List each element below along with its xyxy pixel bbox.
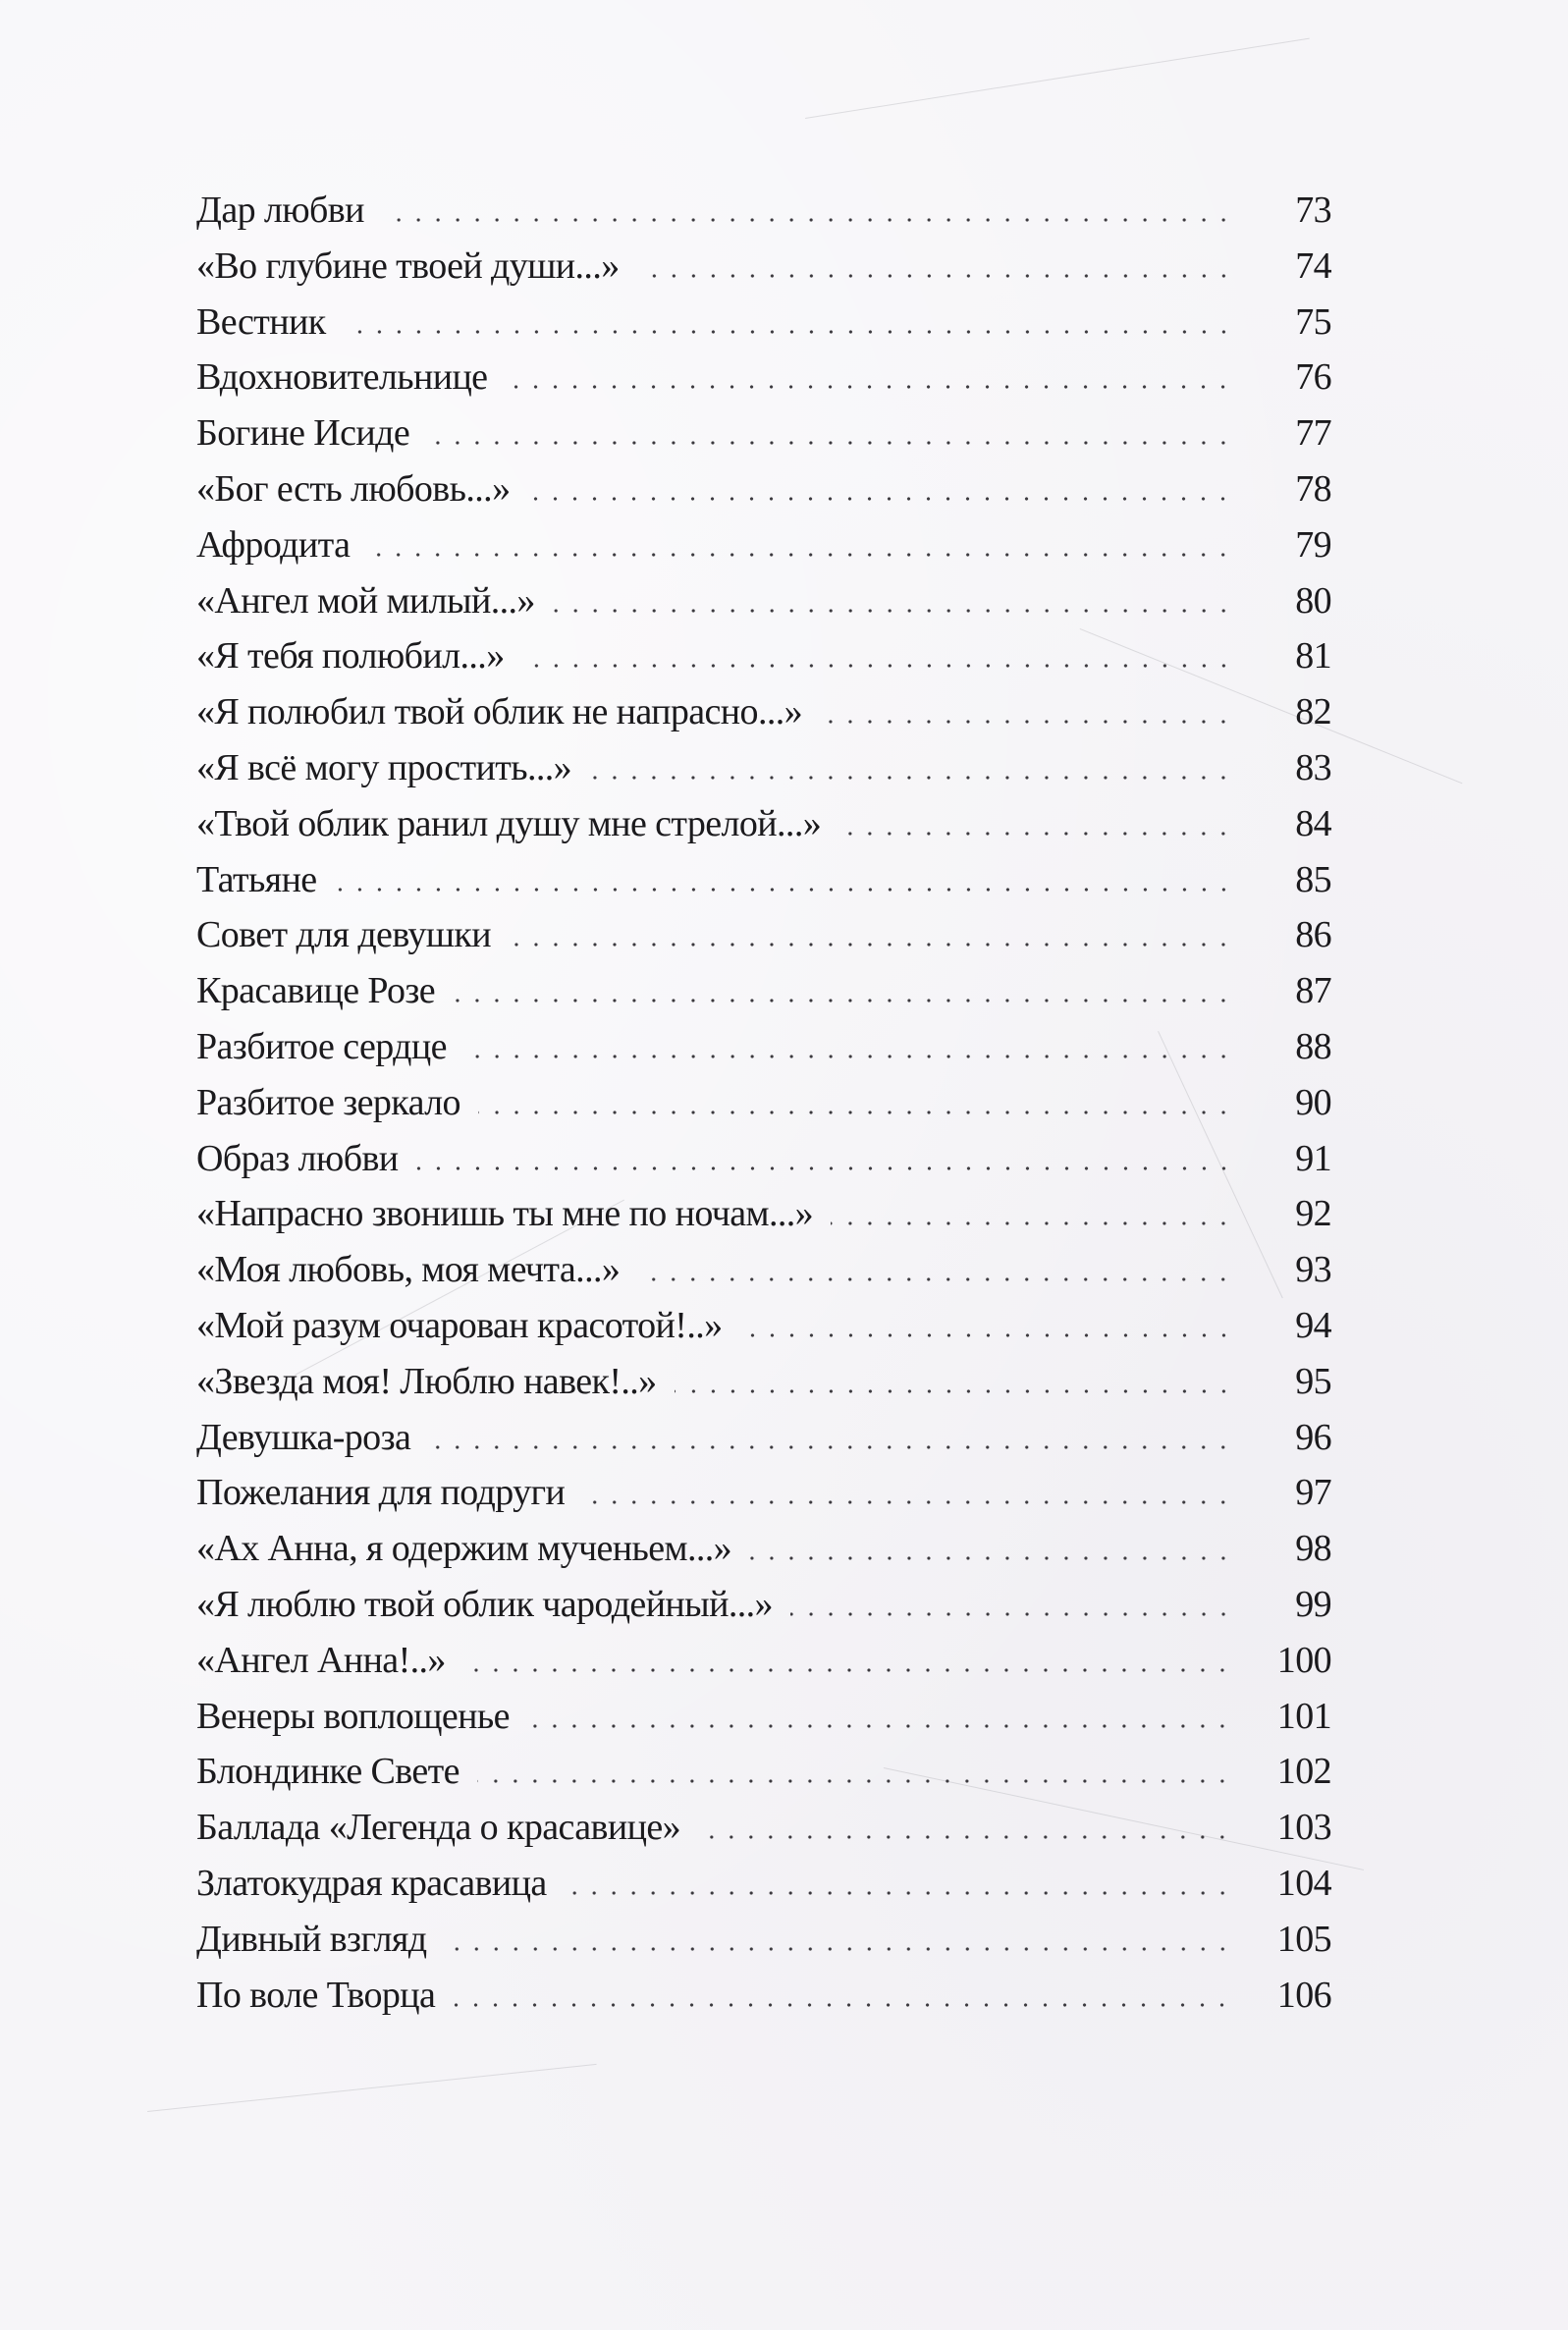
toc-entry[interactable] — [196, 1242, 1331, 1298]
toc-entry[interactable] — [196, 796, 1331, 852]
toc-entry-page: 104 — [1276, 1862, 1331, 1904]
dot-leader — [427, 435, 1233, 445]
toc-entry[interactable] — [196, 517, 1331, 573]
dot-leader — [637, 268, 1233, 278]
toc-entry-page: 98 — [1295, 1528, 1331, 1570]
toc-entry[interactable] — [196, 684, 1331, 740]
toc-entry-page: 75 — [1295, 300, 1331, 343]
toc-entry-page: 87 — [1295, 970, 1331, 1012]
toc-entry-page: 88 — [1295, 1025, 1331, 1067]
toc-entry[interactable] — [196, 1744, 1331, 1800]
toc-entry-page: 82 — [1295, 691, 1331, 733]
dot-leader — [589, 770, 1233, 780]
toc-entry-title: Красавице Розе — [196, 970, 436, 1012]
toc-entry-title: «Ангел Анна!..» — [196, 1639, 446, 1681]
toc-entry-page: 85 — [1295, 858, 1331, 900]
toc-entry[interactable] — [196, 1521, 1331, 1577]
toc-entry-title: По воле Творца — [196, 1974, 436, 2016]
toc-entry-page: 74 — [1295, 244, 1331, 287]
dot-leader — [820, 714, 1233, 724]
toc-entry[interactable] — [196, 1689, 1331, 1745]
dot-leader — [675, 1383, 1233, 1393]
toc-entry-page: 91 — [1295, 1137, 1331, 1179]
toc-entry[interactable] — [196, 1354, 1331, 1410]
dot-leader — [831, 1216, 1233, 1225]
toc-entry-page: 99 — [1295, 1583, 1331, 1625]
toc-entry-title: «Я тебя полюбил...» — [196, 635, 505, 677]
toc-entry-title: «Твой облик ранил душу мне стрелой...» — [196, 802, 822, 844]
toc-entry-page: 105 — [1276, 1918, 1331, 1960]
toc-entry-title: «Бог есть любовь...» — [196, 467, 511, 510]
toc-entry-title: Разбитое зеркало — [196, 1081, 460, 1123]
paper-fiber — [147, 2064, 597, 2112]
toc-entry-title: «Я люблю твой облик чародейный...» — [196, 1583, 773, 1625]
toc-entry[interactable] — [196, 628, 1331, 684]
toc-entry-title: «Напрасно звонишь ты мне по ночам...» — [196, 1193, 814, 1235]
toc-entry-title: Совет для девушки — [196, 914, 492, 956]
dot-leader — [335, 882, 1233, 892]
dot-leader — [505, 379, 1233, 389]
toc-entry[interactable] — [196, 406, 1331, 461]
toc-entry[interactable] — [196, 239, 1331, 295]
toc-entry-page: 97 — [1295, 1472, 1331, 1514]
toc-entry[interactable] — [196, 1186, 1331, 1242]
dot-leader — [740, 1328, 1233, 1337]
toc-entry-page: 73 — [1295, 190, 1331, 231]
toc-entry-page: 106 — [1276, 1974, 1331, 2016]
toc-entry[interactable] — [196, 1410, 1331, 1466]
toc-entry-title: «Во глубине твоей души...» — [196, 244, 620, 287]
dot-leader — [344, 324, 1233, 334]
dot-leader — [453, 993, 1233, 1002]
toc-entry-page: 77 — [1295, 412, 1331, 455]
toc-entry-page: 92 — [1295, 1193, 1331, 1235]
toc-entry[interactable] — [196, 350, 1331, 406]
dot-leader — [453, 1997, 1232, 2007]
table-of-contents — [196, 183, 1331, 2023]
dot-leader — [838, 826, 1233, 836]
toc-entry[interactable] — [196, 1633, 1331, 1689]
toc-entry-page: 83 — [1295, 746, 1331, 788]
toc-entry-title: Венеры воплощенье — [196, 1695, 510, 1737]
dot-leader — [509, 937, 1233, 947]
toc-entry[interactable] — [196, 183, 1331, 239]
dot-leader — [790, 1606, 1233, 1616]
toc-entry-page: 103 — [1276, 1807, 1331, 1849]
dot-leader — [522, 658, 1233, 668]
toc-entry-title: Татьяне — [196, 858, 317, 900]
dot-leader — [565, 1885, 1232, 1895]
toc-entry[interactable] — [196, 1131, 1331, 1187]
toc-entry[interactable] — [196, 1800, 1331, 1856]
toc-entry-title: Пожелания для подруги — [196, 1472, 566, 1514]
toc-entry-title: Блондинке Свете — [196, 1751, 460, 1793]
dot-leader — [637, 1272, 1233, 1281]
dot-leader — [553, 603, 1233, 613]
toc-entry[interactable] — [196, 1465, 1331, 1521]
toc-entry-page: 93 — [1295, 1249, 1331, 1291]
toc-entry-page: 80 — [1295, 579, 1331, 622]
toc-entry[interactable] — [196, 295, 1331, 351]
toc-entry-title: Дивный взгляд — [196, 1918, 427, 1960]
toc-entry-title: «Ангел мой милый...» — [196, 579, 535, 622]
toc-entry-page: 86 — [1295, 914, 1331, 956]
toc-entry-page: 101 — [1276, 1695, 1331, 1737]
toc-entry[interactable] — [196, 1912, 1331, 1968]
toc-entry[interactable] — [196, 852, 1331, 908]
toc-entry-page: 76 — [1295, 356, 1331, 399]
toc-entry-page: 84 — [1295, 802, 1331, 844]
toc-entry-title: Вдохновительнице — [196, 356, 488, 399]
toc-entry-title: «Я всё могу простить...» — [196, 746, 572, 788]
toc-entry-title: Афродита — [196, 523, 351, 566]
toc-entry[interactable] — [196, 1075, 1331, 1131]
toc-entry-page: 94 — [1295, 1304, 1331, 1346]
dot-leader — [367, 547, 1233, 557]
toc-entry[interactable] — [196, 1856, 1331, 1912]
toc-entry[interactable] — [196, 1298, 1331, 1354]
dot-leader — [464, 1049, 1233, 1058]
dot-leader — [582, 1494, 1233, 1504]
toc-entry[interactable] — [196, 907, 1331, 963]
toc-entry[interactable] — [196, 963, 1331, 1019]
toc-entry-page: 81 — [1295, 635, 1331, 677]
dot-leader — [416, 1161, 1233, 1170]
dot-leader — [463, 1662, 1232, 1672]
toc-entry-title: Дар любви — [196, 190, 364, 231]
dot-leader — [527, 491, 1233, 501]
dot-leader — [478, 1105, 1233, 1114]
dot-leader — [698, 1829, 1232, 1839]
dot-leader — [749, 1550, 1233, 1560]
toc-entry-title: «Звезда моя! Люблю навек!..» — [196, 1360, 657, 1402]
toc-entry-page: 95 — [1295, 1360, 1331, 1402]
toc-entry[interactable] — [196, 573, 1331, 629]
toc-entry-title: «Мой разум очарован красотой!..» — [196, 1304, 723, 1346]
toc-entry[interactable] — [196, 1968, 1331, 2024]
toc-entry[interactable] — [196, 740, 1331, 796]
toc-entry-title: «Я полюбил твой облик не напрасно...» — [196, 691, 803, 733]
dot-leader — [382, 212, 1233, 222]
toc-entry-page: 78 — [1295, 467, 1331, 510]
toc-entry[interactable] — [196, 1019, 1331, 1075]
toc-entry-title: Баллада «Легенда о красавице» — [196, 1807, 680, 1849]
toc-entry[interactable] — [196, 461, 1331, 517]
paper-fiber — [805, 38, 1310, 119]
toc-entry-title: Разбитое сердце — [196, 1025, 447, 1067]
toc-entry-title: Образ любви — [196, 1137, 399, 1179]
dot-leader — [428, 1439, 1233, 1449]
toc-entry[interactable] — [196, 1577, 1331, 1633]
toc-entry-title: Златокудрая красавица — [196, 1862, 547, 1904]
toc-entry-title: «Моя любовь, моя мечта...» — [196, 1249, 621, 1291]
dot-leader — [477, 1773, 1232, 1783]
toc-entry-title: Девушка-роза — [196, 1416, 411, 1458]
toc-entry-title: «Ах Анна, я одержим мученьем...» — [196, 1528, 732, 1570]
toc-entry-page: 102 — [1276, 1751, 1331, 1793]
toc-entry-title: Богине Исиде — [196, 412, 410, 455]
dot-leader — [527, 1718, 1232, 1728]
toc-entry-page: 96 — [1295, 1416, 1331, 1458]
toc-entry-title: Вестник — [196, 300, 326, 343]
toc-entry-page: 90 — [1295, 1081, 1331, 1123]
dot-leader — [445, 1941, 1232, 1951]
toc-entry-page: 100 — [1276, 1639, 1331, 1681]
toc-entry-page: 79 — [1295, 523, 1331, 566]
